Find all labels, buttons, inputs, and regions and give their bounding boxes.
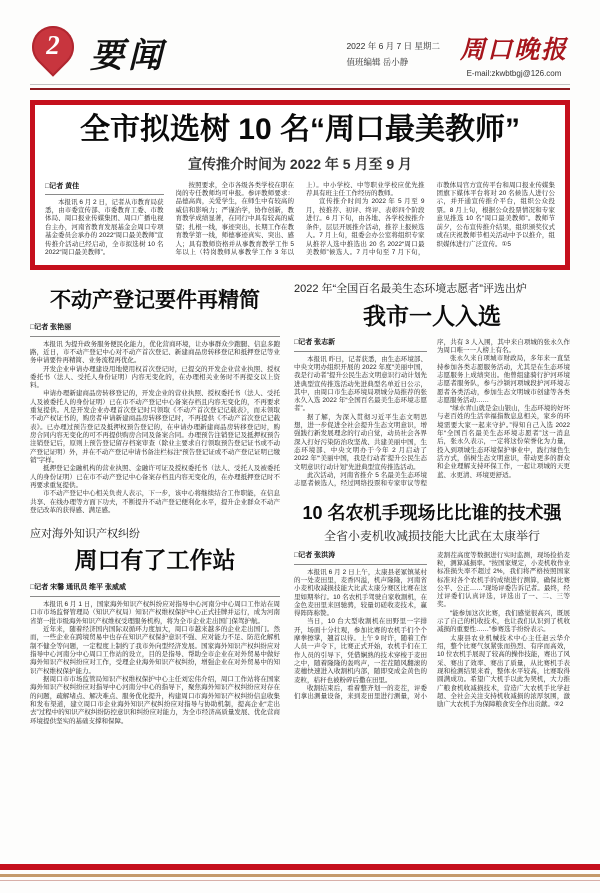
email-line: E-mail:zkwbtbgj@126.com — [466, 69, 562, 78]
article-realestate — [30, 284, 280, 516]
page-number: 2 — [46, 30, 60, 60]
section-title: 要闻 — [90, 38, 166, 75]
article-workstation — [30, 525, 280, 726]
volunteer-paragraphs: 本报讯 昨日，记者获悉，由生态环境部、中央文明办组织开展的 2022 年度“美丽中国，我是行动者”提升公民生态文明意识行动计划先进典型宣传推选活动先进典型名单近日公示，其中，由周口市生态环境局项城分局推荐的张永久入选 2022 年“全国百名最美生态环境志愿者”。 据了解，为深入贯彻习近平生态文明思想，进一步促进全社会提升生态文明意识，增强践行新发展理念的行动自觉，动员社会各界深入打好污染防治攻坚战、共建美丽中国，生态环境部、中央文明办于今年 2 月启动了 2022 年“‘美丽中国，我是行动者’提升公民生态文明意识行动计划”先进典型宣传推选活动。 此次活动，河南省推介 5 名最美生态环境志愿者候选人，经过网络投票和专家审议等程序，共有 3 人入围，其中来自项城的张永久作为周口唯一一人榜上有名。 张永久来自项城市财政局，多年来一直坚持参加各类志愿服务活动，尤其是在生态环境志愿服务上成绩突出。他曾组建骑行护河环境志愿者服务队，参与沙颍河项城段护河环境志愿者各类活动，参加生态文明城市创建等各类志愿服务活动…… “绿水青山就是金山银山，生态环境的好坏与老百姓的生活幸福指数息息相关，家乡的环境需要大家一起来守护。”得知自己入选 2022 年“全国百名最美生态环境志愿者”这一消息后，张永久表示，一定将这份荣誉化为力量，投入到项城生态环境保护事业中，践行绿色生活方式，倡树生态文明意识，带动更多的群众和企业理解支持环保工作，一起让项城的天更蓝、水更清、环境更舒适。 — [294, 338, 570, 488]
farm-subtitle: 全省小麦机收减损技能大比武在太康举行 — [323, 528, 540, 543]
realestate-byline: □记者 张艳丽 — [30, 324, 280, 337]
masthead-block — [460, 30, 568, 78]
editor-line: 值班编辑 岳小静 — [346, 57, 409, 68]
main-content — [0, 270, 600, 736]
article-farm — [294, 499, 570, 710]
farm-body — [294, 552, 570, 710]
dateline-block — [346, 38, 440, 70]
page-number-pin-icon — [30, 24, 78, 78]
volunteer-kicker: 2022 年“全国百名最美生态环境志愿者”评选出炉 — [294, 282, 527, 295]
footer-stripe-thin — [0, 880, 600, 881]
workstation-body — [30, 584, 280, 726]
article-lead — [30, 100, 570, 270]
realestate-body — [30, 324, 280, 516]
farm-byline: □记者 张洪涛 — [294, 552, 427, 565]
volunteer-headline: 我市一人入选 — [363, 302, 501, 329]
realestate-paragraphs: 本报讯 为提升政务服务便民化能力，优化营商环境，让办事群众少跑腿、信息多跑路，近日，市不动产登记中心对不动产首次登记、新建商品房转移登记和抵押登记等业务申请要件再精简、业务流程再优化。 开发企业申请办理建设用地使用权首次登记时，已提交的开发企业营业执照、授权委托书（法人、受托人身份证明）内容无变化的，在办理相关业务时不再提交以上资料。 申请办理新建商品房转移登记的，开发企业的营业执照、授权委托书（法人、受托人及被委托人的身份证明）已在市不动产登记中心备案存档且内容无变化的，不再要求重复提供。凡是开发企业办理首次登记时只领取《不动产首次登记记载表》，而未领取不动产权证书的，购房者申请新建商品房转移登记时，不再提供《不动产首次登记记载表》。已办理过预告登记及抵押权预告登记的，在申请办理新建商品房转移登记时，购房合同内容无变化的可不再提供购房合同及备案合同。办理预告注销登记及抵押权预告注销登记后，原则上预告登记留存档案审查（除业主要求自行领取预告登记证书或不动产登记证明）外，并在不动产登记申请书备注栏标注“预告登记证或不动产登记证明已缴销”字样。 抵押登记金融机构的营业执照、金融许可证及授权委托书（法人、受托人及被委托人的身份证明）已在市不动产登记中心备案存档且内容无变化的，在办理抵押登记时不再要求重复提供。 市不动产登记中心相关负责人表示，下一步，该中心将继续结合工作职能，在信息共享、在线办理等方面下功夫，不断提升不动产登记便利化水平，提升企业群众不动产登记改革的获得感、满足感。 — [30, 340, 280, 514]
lead-headline: 全市拟选树 10 名“周口最美教师” — [79, 113, 521, 146]
lead-byline: □记者 黄佳 — [45, 182, 164, 195]
volunteer-body — [294, 339, 570, 489]
date-line: 2022 年 6 月 7 日 星期二 — [346, 41, 440, 51]
farm-paragraphs: 本报讯 6 月 2 日上午，太康县老冢镇某村的一处麦田里，麦香四溢，机声隆隆，河南省小麦机收减损技能大比武太康分赛区比赛在这里如期举行。10 名农机手驾驶自家收割机，在金色麦田里来回驰骋，较量切磋收麦技术，赢得阵阵称赞。 当日，10 台大型收割机在田野里一字排开，场面十分壮观，参加比赛的农机手们个个摩拳擦掌，翘首以待。上午 9 时许，随着工作人员一声令下，比赛正式开始，农机手们在工作人员的引导下，凭借娴熟的技术穿梭于麦田之中，随着隆隆的轰鸣声，一茬茬随风翻滚的麦穗快速进入收割机内部，随即变成金黄色的麦粒，秸秆也被粉碎后撒在田里。 收割结束后，看着整齐划一的麦茬，评委们拿出测量设备，来到麦田里进行测量，对小麦割茬高度等数据进行实时监测，现场捡拾麦粒，测算减损率。“按国家规定，小麦机收作业标准损失率不超过 2%，我们将严格按照国家标准对各个农机手的成绩进行测算，确保比赛公平、公正……”现场评委告诉记者。最终，经过评委们认真评选，评选出了一、二、三等奖。 “能参加这次比赛，我们感觉很高兴，既展示了自己的机收技术，也让我们认识到了机收减损的重要性……”参赛选手纷纷表示。 太康县农业机械技术中心主任赵云华介绍，整个比赛气氛紧张而热烈、有序而高效，10 位农机手展现了较高的操作技能，赛出了风采、赛出了效率、赛出了质量，从比赛机手表现和检测结果来看，整体水平较高，比赛取得圆满成功。希望广大机手以此为契机，大力推广粮食机收减损技术，营造广大农机手比学赶超、全社会关注支持机收减损的浓厚氛围，激励广大农机手为保障粮食安全作出贡献。②2 — [294, 551, 570, 709]
lead-body — [45, 182, 555, 258]
article-volunteer — [294, 280, 570, 489]
header-divider-red — [30, 88, 570, 90]
workstation-byline: □记者 宋馨 通讯员 维平 张威威 — [30, 584, 280, 597]
lead-subtitle: 宣传推介时间为 2022 年 5 月至 9 月 — [187, 155, 413, 172]
masthead-logo: 周口晚报 — [459, 37, 568, 64]
volunteer-byline: □记者 张志新 — [294, 339, 427, 352]
realestate-headline: 不动产登记要件再精简 — [50, 288, 260, 312]
left-column — [30, 280, 280, 736]
farm-headline: 10 名农机手现场比比谁的技术强 — [302, 502, 562, 523]
footer-stripes — [0, 864, 600, 881]
header-divider-gray — [30, 84, 570, 85]
right-column — [294, 280, 570, 736]
workstation-paragraphs: 本报讯 6 月 1 日，国家海外知识产权纠纷应对指导中心河南分中心周口工作站在周口市市场监督管理局（知识产权局）知识产权维权保护中心正式挂牌并运行，成为河南省第一批市级海外知识产权维权受理服务机构，将为全市企业走出国门保驾护航。 近年来，随着经济国内国际双循环力度加大，周口市越来越多的企业走出国门。然而，一些企业在跨境贸易中也存在知识产权保护意识不强、应对能力不足、防范化解机制不健全等问题，一定程度上制约了我市外向型经济发展。国家海外知识产权纠纷应对指导中心河南分中心周口工作站的设立，目的是指导、帮助全市企业在对外贸易中做好海外知识产权纠纷应对工作，受理企业海外知识产权纠纷，增强企业在对外贸易中的知识产权维权保护能力。 据周口市市场监管局知识产权维权保护中心主任刘宏伟介绍，周口工作站将在国家海外知识产权纠纷应对指导中心河南分中心的指导下，聚焦海外知识产权纠纷应对存在的问题，疏解堵点、解决难点、服务优化提升，构建周口市海外知识产权纠纷信息收集和发布渠道，建立周口市企业海外知识产权纠纷应对指导与协助机制，提高企业“走出去”过程中的知识产权纠纷防控意识和纠纷应对能力，为全市经济高质量发展、优化营商环境提供坚实的基础支撑和保障。 — [30, 601, 280, 725]
page-header — [0, 0, 600, 78]
workstation-headline: 周口有了工作站 — [74, 547, 236, 574]
workstation-kicker: 应对海外知识产权纠纷 — [30, 528, 140, 541]
lead-paragraphs: 本报讯 6 月 2 日，记者从市教育局获悉，由市委宣传部、市委教育工委、市教体局、周口报业传媒集团、周口广播电视台主办，河南省教育发展基金会周口专项基金委员会承办的 2022“周口最美教师”宣传推介活动已经启动，全市拟选树 10 名 2022“周口最美教师”。 按照要求，全市各级各类学校在职在岗的专任教师均可申报。参评教师要求：品德高尚，关爱学生，在师生中有较高的威信和影响力；严谨治学，协作创新，教育教学成绩显著，在同行中具有较高的威望；扎根一线，事迹突出，长期工作在教育教学第一线，师德事迹真实、突出、感人；具有教师资格并从事教育教学工作 5 年以上（特岗教师从事教学工作 3 年以上）。中小学校、中等职业学校应优先推荐具有班主任工作经历的教师。 宣传推介时间为 2022 年 5 月至 9 月，按推荐、初评、终评、表彰四个阶段进行。6 月下旬，由各地、各学校按推介条件，层层开展推介活动，推荐上报候选人。7 月上旬，组委会办公室将组织专家从推荐人选中推选出 20 名 2022“周口最美教师”候选人。7 月中旬至 7 月下旬，市教体局官方宣传平台和周口报业传媒集团旗下媒体平台将对 20 名候选人进行公示，并开通宣传推介平台，组织公众投票。8 月上旬，根据公众投票情况和专家意见推选 10 名“周口最美教师”。教师节前夕，公布宣传推介结果，组织颁奖仪式或在庆祝教师节相关活动中予以推介，组织媒体进行广泛宣传。①5 — [45, 181, 555, 257]
